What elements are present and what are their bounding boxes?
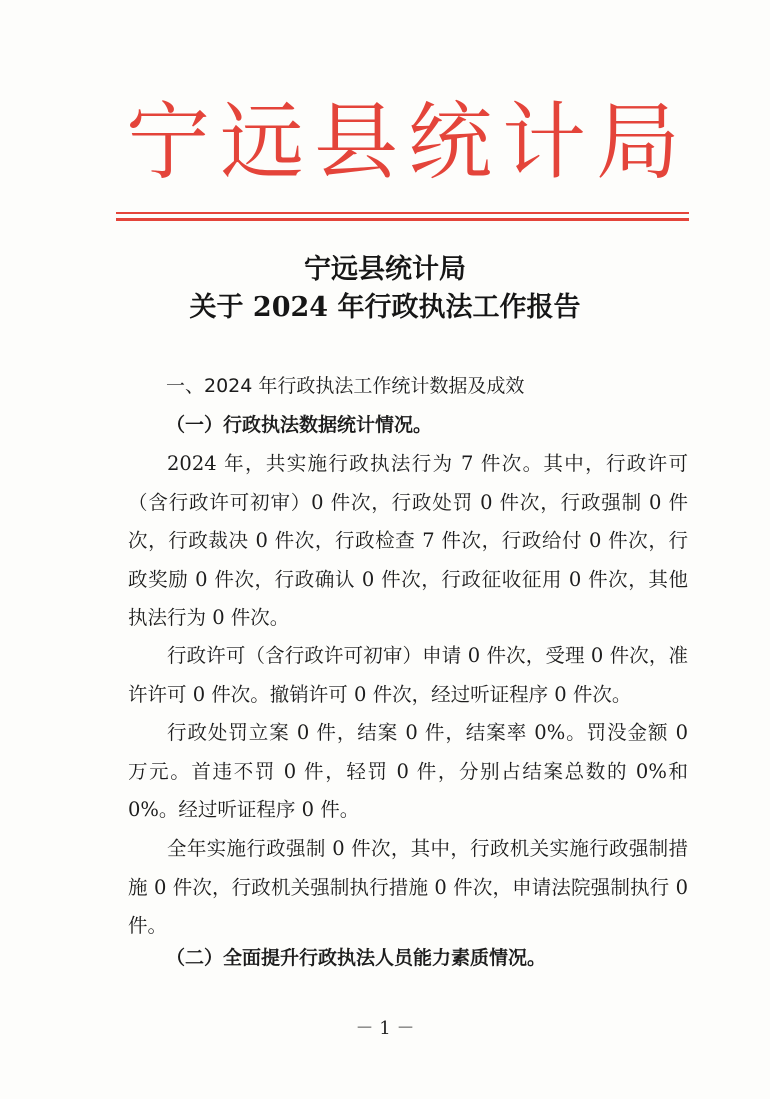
paragraph-penalties: 行政处罚立案 0 件，结案 0 件，结案率 0%。罚没金额 0 万元。首违不罚 0 件，轻罚 0 件，分别占结案总数的 0%和 0%。经过听证程序 0 件。 xyxy=(128,721,688,821)
document-title-line2: 关于 2024 年行政执法工作报告 xyxy=(189,292,581,323)
paragraph-enforcement-measures: 全年实施行政强制 0 件次，其中，行政机关实施行政强制措施 0 件次，行政机关强制执行措施 0 件次，申请法院强制执行 0 件。 xyxy=(128,837,688,937)
subsection2-heading: （二）全面提升行政执法人员能力素质情况。 xyxy=(166,947,547,969)
section1-heading: 一、2024 年行政执法工作统计数据及成效 xyxy=(166,375,525,397)
paragraph-enforcement-summary: 2024 年，共实施行政执法行为 7 件次。其中，行政许可（含行政许可初审）0 件次，行政处罚 0 件次，行政强制 0 件次，行政裁决 0 件次，行政检查 7 件次，行政给付 0 件次，行政奖励 0 件次，行政确认 0 件次，行政征收征用 0 件次，其他执法行为 0 件次。 xyxy=(128,452,688,629)
letterhead-rule-thin xyxy=(116,212,689,214)
letterhead-org-name: 宁远县统计局 xyxy=(125,93,690,191)
letterhead-rule-thick xyxy=(116,218,689,221)
page-number: － 1 － xyxy=(355,1018,415,1039)
paragraph-licensing: 行政许可（含行政许可初审）申请 0 件次，受理 0 件次，准许许可 0 件次。撤销许可 0 件次，经过听证程序 0 件次。 xyxy=(128,644,688,706)
document-title-line1: 宁远县统计局 xyxy=(304,254,466,285)
subsection1-heading: （一）行政执法数据统计情况。 xyxy=(166,414,433,436)
